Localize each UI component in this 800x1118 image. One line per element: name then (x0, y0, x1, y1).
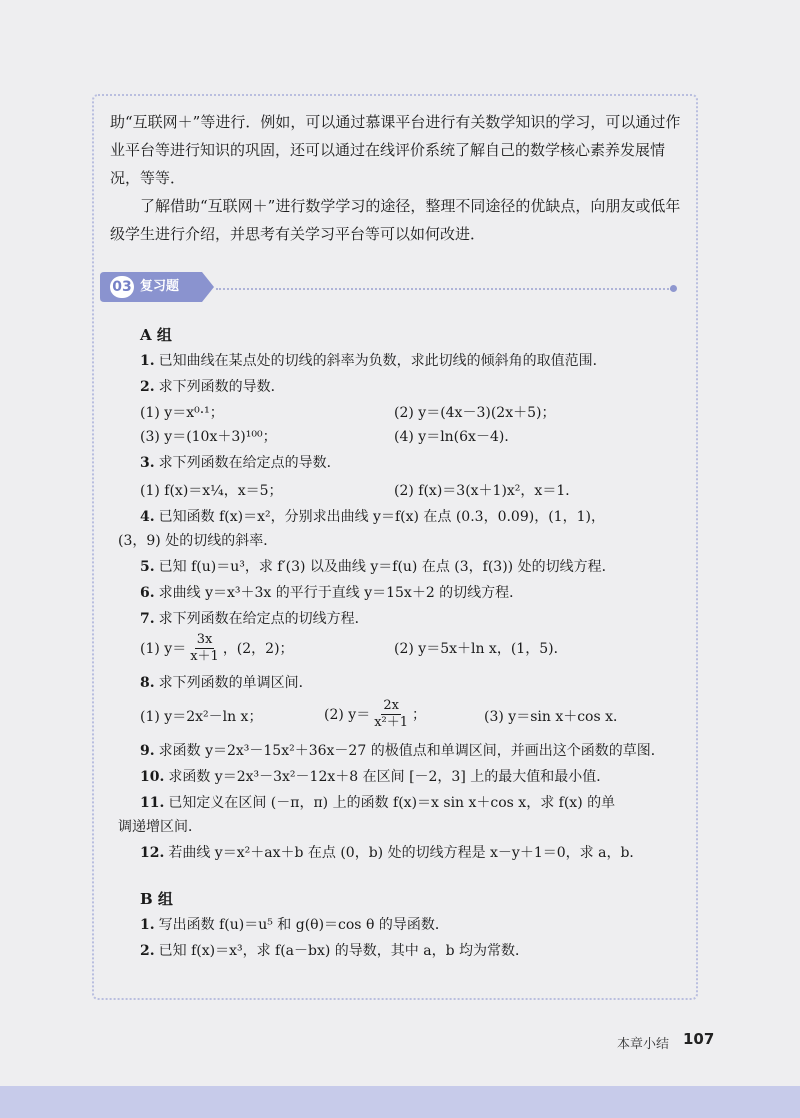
exercise-text: 已知 f(x)＝x³，求 f(a－bx) 的导数，其中 a，b 均为常数． (158, 943, 530, 959)
exercise-text: 已知 f(u)＝u³，求 f′(3) 以及曲线 y＝f(u) 在点 (3，f(3)) 处的切线方程． (158, 559, 616, 575)
exercise-a5 (140, 556, 616, 576)
exercise-number: 1. (140, 353, 155, 369)
exercise-text: 已知曲线在某点处的切线的斜率为负数，求此切线的倾斜角的取值范围． (158, 353, 607, 369)
fraction-numerator: 3x (196, 631, 213, 647)
fraction-prefix: (1) y＝ (140, 641, 187, 657)
exercise-text: 已知函数 f(x)＝x²，分别求出曲线 y＝f(x) 在点 (0.3，0.09)，(1，1)， (158, 509, 605, 525)
section-number: 03 (110, 276, 134, 298)
exercise-text: 求下列函数在给定点的导数． (158, 455, 341, 471)
fraction-denominator: x＋1 (190, 648, 219, 664)
exercise-number: 5. (140, 559, 155, 575)
fraction (188, 632, 221, 665)
exercise-a3-part-1: (1) f(x)＝x¼，x＝5； (140, 483, 283, 499)
divider-dot (670, 285, 677, 292)
exercise-text: 写出函数 f(u)＝u⁵ 和 g(θ)＝cos θ 的导函数． (158, 917, 449, 933)
exercise-a9 (140, 740, 665, 760)
fraction-numerator: 2x (383, 697, 399, 713)
exercise-number: 6. (140, 585, 155, 601)
exercise-text: 求函数 y＝2x³－15x²＋36x－27 的极值点和单调区间，并画出这个函数的草图． (158, 743, 665, 759)
exercise-a2-part-1: (1) y＝x⁰·¹； (140, 405, 224, 421)
bottom-band (0, 1086, 800, 1118)
exercise-number: 12. (140, 845, 165, 861)
exercise-text: 求下列函数的导数． (158, 379, 285, 395)
exercise-number: 4. (140, 509, 155, 525)
exercise-text: 求曲线 y＝x³＋3x 的平行于直线 y＝15x＋2 的切线方程． (158, 585, 524, 601)
exercise-text: 求下列函数的单调区间． (158, 675, 313, 691)
exercise-a7 (140, 608, 369, 628)
exercise-a11 (140, 792, 615, 812)
exercise-a12 (140, 842, 643, 862)
group-a-title: A 组 (140, 326, 172, 344)
exercise-a3 (140, 452, 341, 472)
exercise-a8 (140, 672, 313, 692)
exercise-a8-part-3: (3) y＝sin x＋cos x． (484, 709, 628, 725)
exercise-b2 (140, 940, 529, 960)
exercise-number: 2. (140, 379, 155, 395)
intro-text (110, 108, 690, 248)
fraction-suffix: ，(2，2)； (222, 641, 294, 657)
exercise-text: 求下列函数在给定点的切线方程． (158, 611, 369, 627)
exercise-number: 7. (140, 611, 155, 627)
exercise-a4 (140, 506, 605, 526)
intro-paragraph-1: 助“互联网＋”等进行．例如，可以通过慕课平台进行有关数学知识的学习，可以通过作业平台等进行知识的巩固，还可以通过在线评价系统了解自己的数学核心素养发展情况，等等． (110, 113, 681, 187)
exercise-number: 2. (140, 943, 155, 959)
exercise-a7-part-2: (2) y＝5x＋ln x，(1，5)． (394, 641, 568, 657)
exercise-number: 8. (140, 675, 155, 691)
exercise-a2-part-3: (3) y＝(10x＋3)¹⁰⁰； (140, 429, 277, 445)
fraction-denominator: x²＋1 (374, 714, 409, 730)
page-number: 107 (683, 1030, 715, 1048)
fraction-suffix: ； (412, 707, 427, 723)
exercise-number: 9. (140, 743, 155, 759)
exercise-a7-part-1 (140, 630, 294, 666)
exercise-text: 若曲线 y＝x²＋ax＋b 在点 (0，b) 处的切线方程是 x－y＋1＝0，求 a，b． (168, 845, 644, 861)
intro-paragraph-2: 了解借助“互联网＋”进行数学学习的途径，整理不同途径的优缺点，向朋友或低年级学生进行介绍，并思考有关学习平台等可以如何改进． (110, 197, 681, 243)
exercise-number: 10. (140, 769, 165, 785)
section-title: 复习题 (140, 279, 180, 294)
exercise-number: 1. (140, 917, 155, 933)
exercise-a2-part-4: (4) y＝ln(6x－4)． (394, 429, 519, 445)
fraction-prefix: (2) y＝ (324, 707, 371, 723)
section-divider (216, 288, 672, 290)
exercise-a6 (140, 582, 523, 602)
exercise-a8-part-2 (324, 694, 426, 734)
exercise-a4-continued: (3，9) 处的切线的斜率． (118, 533, 278, 549)
exercise-b1 (140, 914, 449, 934)
exercise-a1 (140, 350, 607, 370)
exercise-a8-part-1: (1) y＝2x²－ln x； (140, 709, 263, 725)
exercise-number: 3. (140, 455, 155, 471)
group-b-title: B 组 (140, 890, 173, 908)
exercise-a11-continued: 调递增区间． (118, 819, 202, 835)
exercise-a3-part-2: (2) f(x)＝3(x＋1)x²，x＝1． (394, 483, 580, 499)
section-tag (100, 272, 215, 302)
chapter-label: 本章小结 (617, 1037, 670, 1052)
exercise-a2 (140, 376, 285, 396)
exercise-number: 11. (140, 795, 165, 811)
exercise-text: 已知定义在区间 (－π，π) 上的函数 f(x)＝x sin x＋cos x，求 f(x) 的单 (168, 795, 616, 811)
exercise-a2-part-2: (2) y＝(4x－3)(2x＋5)； (394, 405, 556, 421)
fraction (372, 698, 410, 731)
exercise-text: 求函数 y＝2x³－3x²－12x＋8 在区间 [－2，3] 上的最大值和最小值． (168, 769, 611, 785)
exercise-a10 (140, 766, 610, 786)
